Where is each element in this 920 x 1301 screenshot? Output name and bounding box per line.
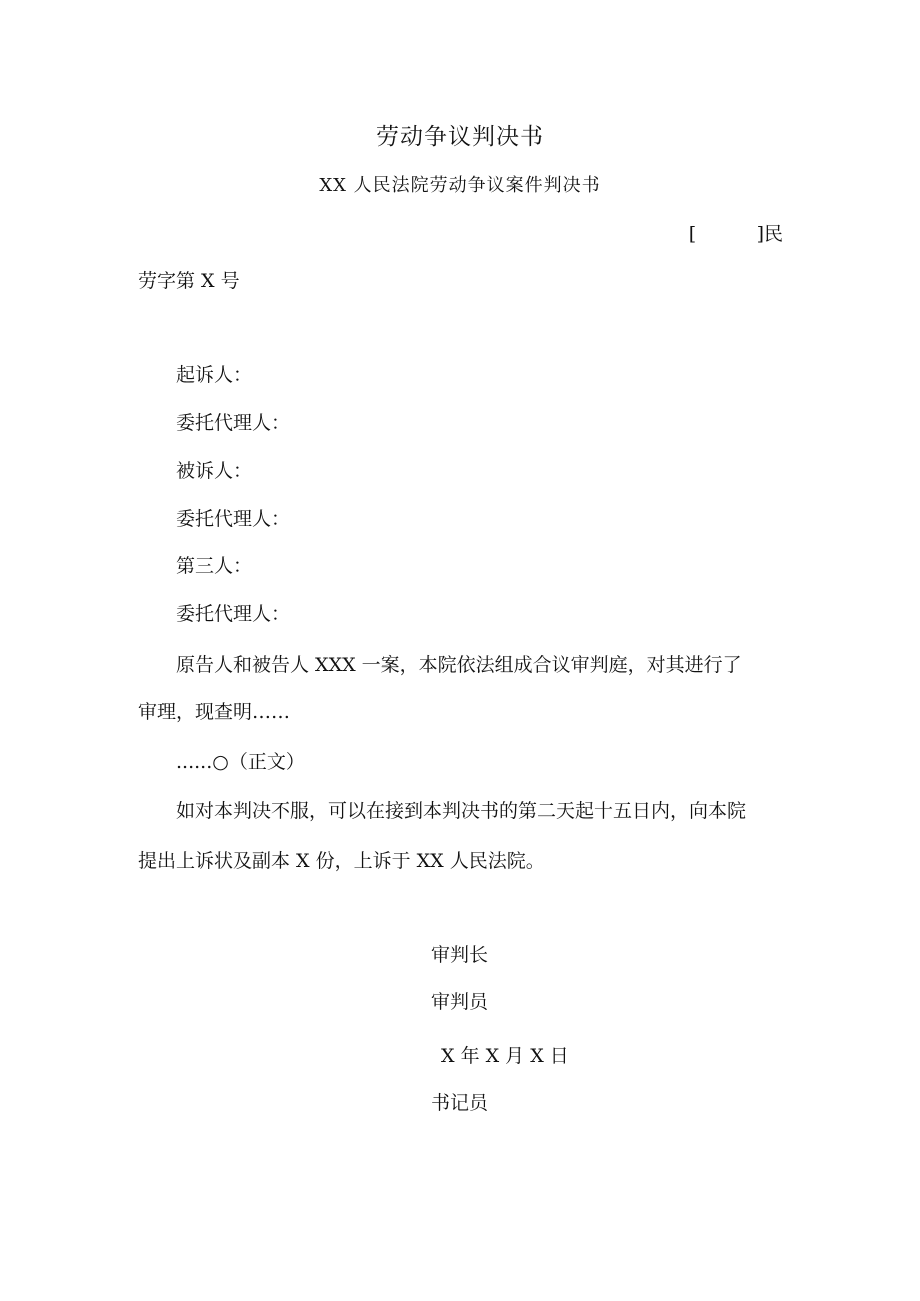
party-third-agent: 委托代理人： [176, 603, 291, 625]
party-third: 第三人： [176, 555, 253, 577]
party-plaintiff: 起诉人： [176, 364, 253, 386]
body-paragraph-1-line-1: 原告人和被告人 XXX 一案，本院依法组成合议审判庭，对其进行了 [176, 654, 742, 676]
body-paragraph-3-line-1: 如对本判决不服，可以在接到本判决书的第二天起十五日内，向本院 [176, 800, 747, 822]
signature-date: X 年 X 月 X 日 [441, 1045, 569, 1067]
signature-clerk: 书记员 [431, 1092, 489, 1114]
party-defendant: 被诉人： [176, 460, 253, 482]
party-plaintiff-agent: 委托代理人： [176, 412, 291, 434]
body-paragraph-1-line-2: 审理，现查明…… [138, 701, 291, 723]
party-defendant-agent: 委托代理人： [176, 508, 291, 530]
document-title: 劳动争议判决书 [376, 124, 544, 150]
case-number-bracket: [ ]民 [688, 223, 783, 245]
document-subtitle: XX 人民法院劳动争议案件判决书 [319, 175, 601, 196]
signature-judge: 审判员 [431, 991, 489, 1013]
body-paragraph-3-line-2: 提出上诉状及副本 X 份，上诉于 XX 人民法院。 [138, 850, 545, 872]
body-paragraph-2: ......○（正文） [176, 751, 305, 773]
signature-chief-judge: 审判长 [431, 944, 489, 966]
case-number-continuation: 劳字第 X 号 [138, 270, 240, 292]
